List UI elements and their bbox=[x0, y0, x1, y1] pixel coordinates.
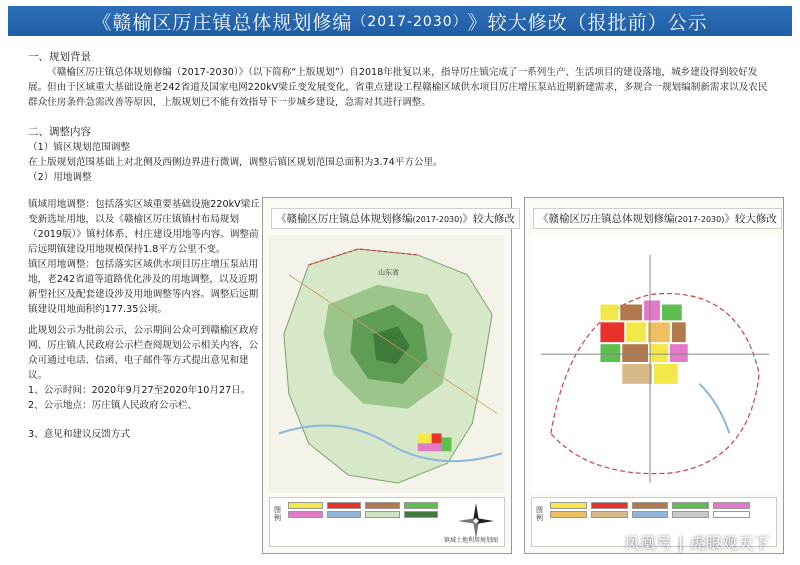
legend-swatch bbox=[404, 502, 439, 509]
section2-sub1-body: 在上版规划范围基础上对北侧及西侧边界进行微调，调整后镇区规划范围总面积为3.74平方公里。 bbox=[28, 157, 443, 168]
township-map-caption: 镇域土地利用规划图 bbox=[443, 537, 498, 544]
legend-swatch bbox=[713, 502, 750, 509]
town-land-adjustment: 镇域用地调整：包括落实区域重要基础设施220kV梁丘变新选址用地，以及《赣榆区厉庄镇镇村布局规划（2019版）》镇村体系、村庄建设用地等内容。调整前后远期镇建设用地规模保持1.8平方公里不变。 bbox=[28, 199, 260, 255]
township-map-title-prefix: 《赣榆区厉庄镇总体规划修编 bbox=[276, 213, 413, 225]
township-map-title bbox=[271, 208, 520, 229]
title-suffix: 》较大修改（报批前）公示 bbox=[467, 11, 708, 34]
township-map bbox=[269, 234, 505, 494]
legend-swatch bbox=[713, 511, 750, 518]
notice-time: 1、公示时间：2020年9月27至2020年10月27日。 bbox=[28, 385, 251, 396]
legend-label: 图例 bbox=[274, 506, 281, 522]
township-map-legend bbox=[269, 497, 505, 547]
township-map-graphic bbox=[269, 234, 505, 494]
legend-label: 图例 bbox=[536, 506, 543, 522]
town-center-map-title bbox=[533, 208, 782, 229]
notice-location: 2、公示地点：厉庄镇人民政府公示栏、 bbox=[28, 400, 198, 411]
township-map-panel bbox=[262, 197, 515, 554]
legend-swatch bbox=[672, 511, 709, 518]
title-prefix: 《赣榆区厉庄镇总体规划修编 bbox=[92, 11, 353, 34]
legend-swatch bbox=[404, 511, 439, 518]
legend-swatch bbox=[550, 502, 587, 509]
township-map-title-years: (2017-2030) bbox=[412, 215, 463, 224]
legend-swatch bbox=[327, 511, 362, 518]
left-column bbox=[28, 197, 264, 442]
title-banner bbox=[8, 6, 792, 36]
legend-swatch bbox=[632, 502, 669, 509]
town-center-map-title-prefix: 《赣榆区厉庄镇总体规划修编 bbox=[538, 213, 675, 225]
notice-description: 此规划公示为批前公示，公示期间公众可到赣榆区政府网、厉庄镇人民政府公示栏查阅规划公示相关内容，公众可通过电话、信函、电子邮件等方式提出意见和建议。 bbox=[28, 325, 259, 381]
town-center-map-title-years: (2017-2030) bbox=[674, 215, 725, 224]
feedback-method: 3、意见和建议反馈方式 bbox=[28, 429, 131, 440]
legend-swatch bbox=[591, 511, 628, 518]
legend-swatch bbox=[288, 502, 323, 509]
section2-sub2: （2）用地调整 bbox=[28, 172, 92, 183]
section1-heading: 一、规划背景 bbox=[28, 51, 91, 63]
legend-swatch bbox=[288, 511, 323, 518]
town-center-map bbox=[531, 234, 777, 494]
town-center-map-title-suffix: 》较大修改 bbox=[724, 213, 777, 225]
legend-swatches bbox=[550, 502, 750, 518]
title-years: （2017-2030） bbox=[352, 14, 468, 30]
legend-swatch bbox=[365, 511, 400, 518]
section2-heading: 二、调整内容 bbox=[28, 126, 91, 138]
town-center-land-adjustment: 镇区用地调整：包括落实区域供水项目厉庄增压泵站用地，老242省道等道路优化涉及的用地调整，以及近期新型社区及配套建设涉及用地调整等内容。调整后远期镇建设用地面积约177.35公顷。 bbox=[28, 259, 259, 315]
section2-sub1: （1）镇区规划范围调整 bbox=[28, 142, 131, 153]
section1-body: 《赣榆区厉庄镇总体规划修编（2017-2030）》（以下简称“上版规划”）自2018年批复以来，指导厉庄镇完成了一系列生产、生活项目的建设落地，城乡建设得到较好发展。但由于区域重大基础设施老242省道及国家电网220kV梁丘变发展变化，省重点建设工程赣榆区域供水项目厉庄增压泵站近期新建需求，多规合一规划编制新需求以及农民群众住房条件急需改善等原因，上版规划已不能有效指导下一步城乡建设，急需对其进行调整。 bbox=[28, 67, 768, 108]
township-map-title-suffix: 》较大修改 bbox=[462, 213, 515, 225]
town-center-map-panel bbox=[524, 197, 784, 554]
town-center-map-graphic bbox=[531, 234, 777, 494]
legend-swatch bbox=[550, 511, 587, 518]
section-background bbox=[28, 50, 776, 110]
legend-swatch bbox=[365, 502, 400, 509]
legend-swatch bbox=[591, 502, 628, 509]
legend-swatches bbox=[288, 502, 438, 518]
legend-swatch bbox=[327, 502, 362, 509]
legend-swatch bbox=[632, 511, 669, 518]
watermark: 凤凰号 | 虎眼观天下 bbox=[624, 534, 770, 552]
legend-swatch bbox=[672, 502, 709, 509]
place-label-shandong: 山东省 bbox=[378, 268, 399, 277]
section-adjustment bbox=[28, 125, 776, 185]
